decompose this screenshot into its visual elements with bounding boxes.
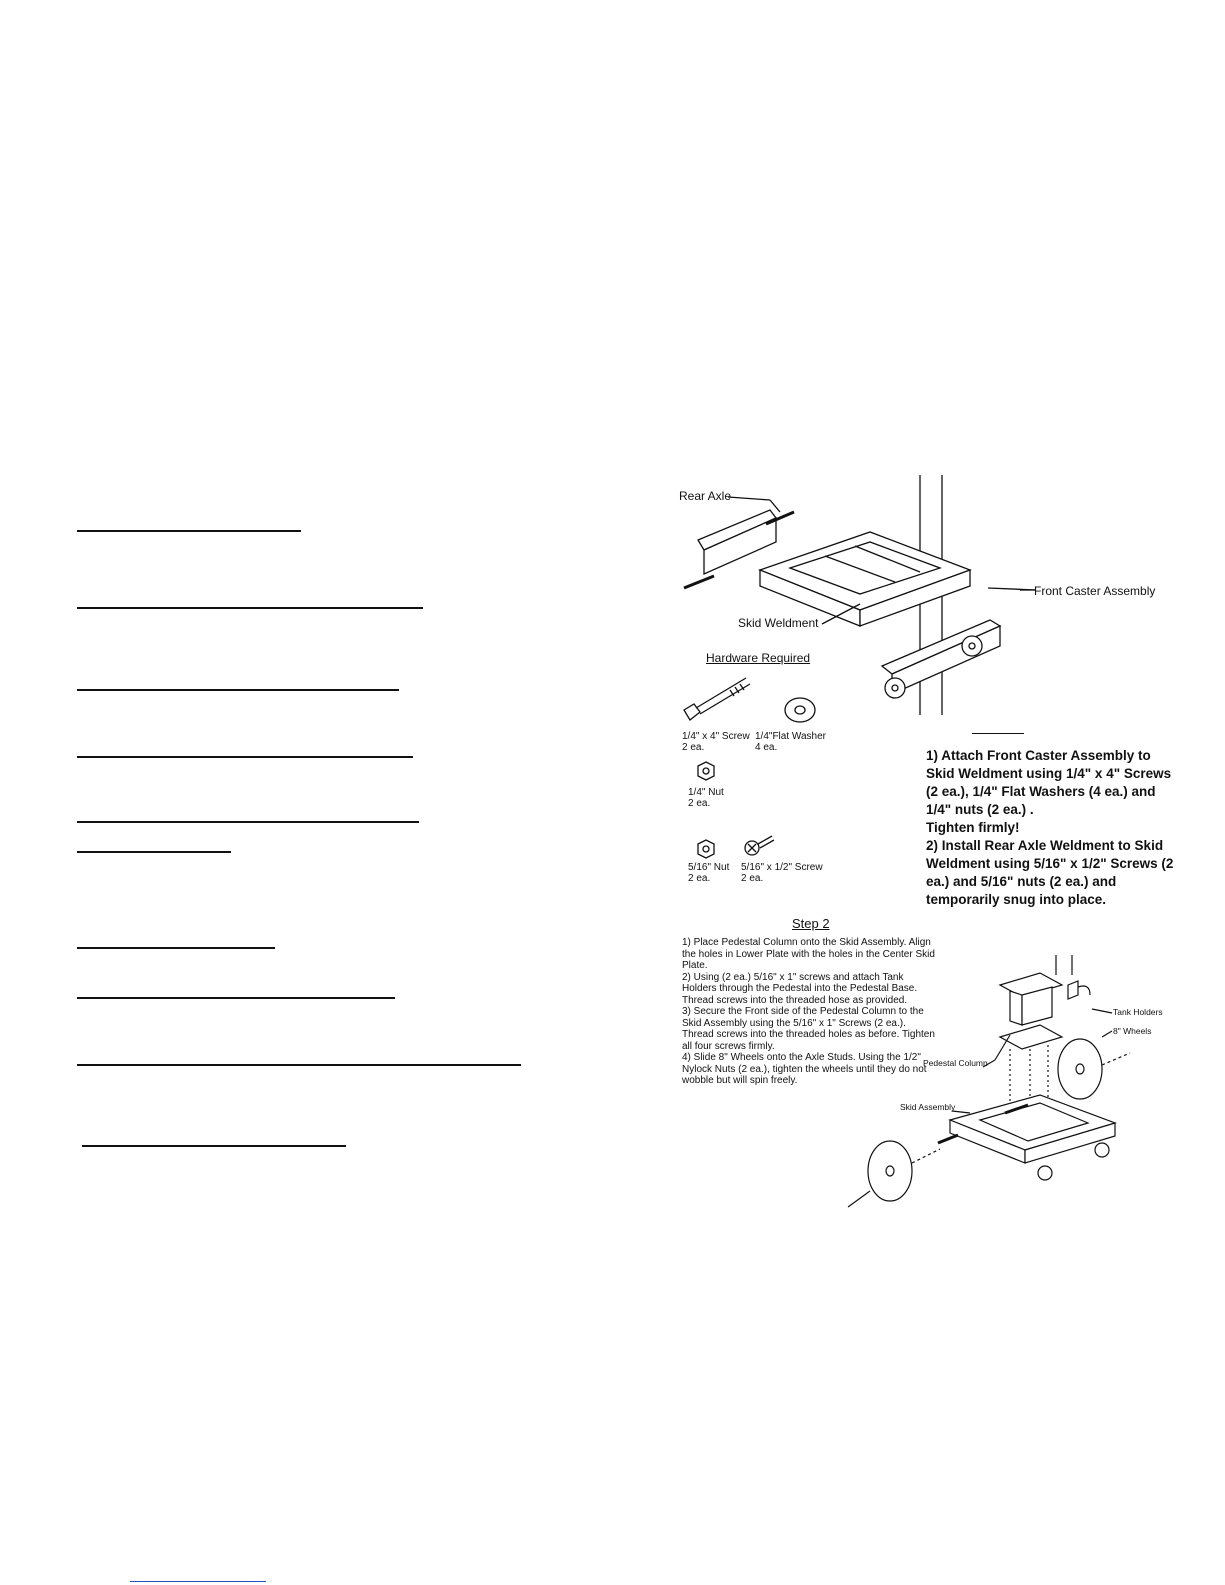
hw-screw516-label: 5/16" x 1/2" Screw [741,862,823,873]
step1-line: 2) Install Rear Axle Weldment to Skid [926,838,1164,853]
step2-line: Skid Assembly using the 5/16" x 1" Screws (2 ea.). [682,1017,906,1029]
step1-instructions [926,747,1216,909]
step2-line: 3) Secure the Front side of the Pedestal Column to the [682,1006,924,1017]
label-skid-weldment: Skid Weldment [738,616,819,630]
hw-nut516-label: 5/16" Nut [688,862,730,873]
step2-line: Thread screws into the threaded hose as provided. [682,994,908,1006]
step2-line: wobble but will spin freely. [682,1075,798,1086]
step1-line: (2 ea.), 1/4" Flat Washers (4 ea.) and [926,784,1156,799]
hw-screw-label: 1/4" x 4" Screw [682,731,750,742]
blank-line-7 [77,947,275,949]
label-skid-assembly: Skid Assembly [900,1102,956,1112]
step1-line: Tighten firmly! [926,820,1020,835]
hw-washer-qty: 4 ea. [755,742,778,753]
blank-line-10 [82,1145,346,1147]
hardware-title: Hardware Required [706,651,811,665]
step2-line: the holes in Lower Plate with the holes in the Center Skid [682,948,935,960]
blank-line-5 [77,821,419,823]
step1-heading-underline [972,733,1024,734]
blank-line-8 [77,997,395,999]
step2-line: Thread screws into the threaded holes as before. Tighten [682,1029,935,1040]
blank-line-1 [77,530,301,532]
label-front-caster: Front Caster Assembly [1034,584,1156,598]
blank-line-2 [77,607,423,609]
footer-link-underline [130,1581,266,1582]
step1-line: Skid Weldment using 1/4" x 4" Screws [926,766,1172,781]
step2-line: Holders through the Pedestal into the Pedestal Base. [682,983,918,994]
blank-line-3 [77,689,399,691]
step1-line: ea.) and 5/16" nuts (2 ea.) and [926,874,1117,889]
hardware-icons [680,670,830,860]
label-rear-axle: Rear Axle [679,489,732,503]
step2-line: 1) Place Pedestal Column onto the Skid Assembly. Align [682,937,931,948]
step1-line: Weldment using 5/16" x 1/2" Screws (2 [926,856,1174,871]
hw-nut-qty: 2 ea. [688,798,711,809]
step1-line: 1) Attach Front Caster Assembly to [926,748,1151,763]
hw-nut516-qty: 2 ea. [688,873,711,884]
label-tank-holders: Tank Holders [1113,1007,1163,1017]
step1-line: temporarily snug into place. [926,892,1107,907]
hw-nut-label: 1/4" Nut [688,787,724,798]
blank-line-4 [77,756,413,758]
pedestal-assembly-diagram [840,945,1170,1215]
step2-line: 4) Slide 8" Wheels onto the Axle Studs. Using the 1/2" [682,1052,921,1063]
hw-screw-qty: 2 ea. [682,742,705,753]
blank-line-9 [77,1064,521,1066]
step2-title: Step 2 [792,916,830,931]
step1-line: 1/4" nuts (2 ea.) . [926,802,1034,817]
hw-screw516-qty: 2 ea. [741,873,764,884]
step2-line: all four screws firmly. [682,1040,775,1052]
step2-line: Plate. [682,960,708,971]
label-wheels: 8" Wheels [1113,1026,1152,1036]
step2-line: Nylock Nuts (2 ea.), tighten the wheels until they do not [682,1063,927,1075]
label-pedestal-column: Pedestal Column [923,1058,988,1068]
hw-washer-label: 1/4"Flat Washer [755,731,826,742]
step2-line: 2) Using (2 ea.) 5/16" x 1" screws and attach Tank [682,971,904,983]
blank-line-6 [77,851,231,853]
